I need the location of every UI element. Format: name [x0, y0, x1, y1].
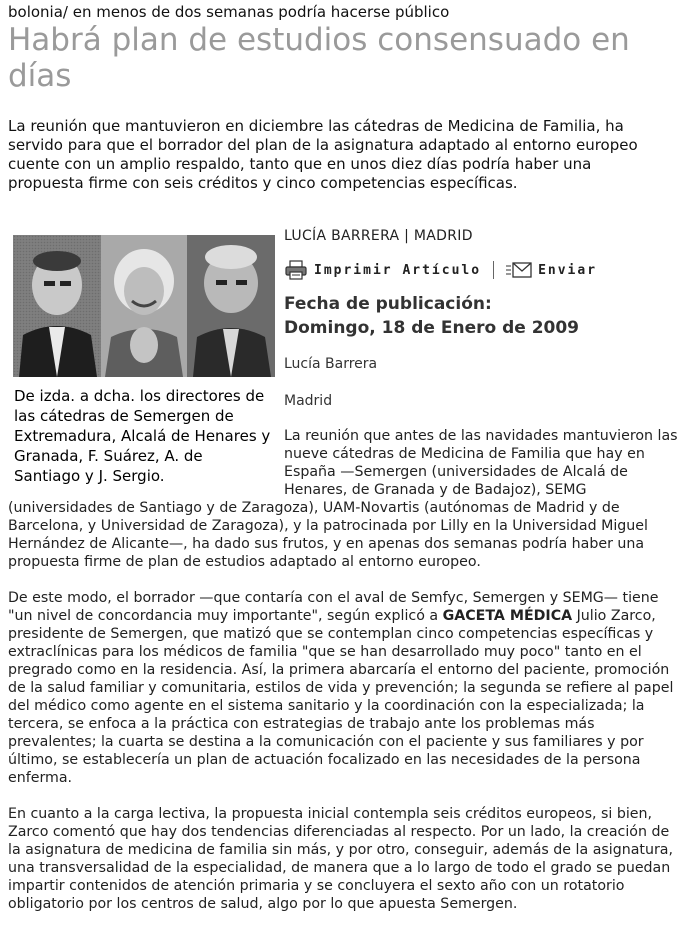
article-author: Lucía Barrera [284, 356, 378, 372]
source-name: GACETA MÉDICA [442, 608, 573, 624]
publication-date-label: Fecha de publicación: [284, 294, 492, 314]
article-headline: Habrá plan de estudios consensuado en días [8, 22, 630, 94]
printer-icon [284, 260, 308, 280]
directors-photo-image [13, 235, 275, 377]
article-photo [13, 235, 275, 377]
article-kicker: bolonia/ en menos de dos semanas podría hacerse público [8, 3, 450, 21]
article-lead: La reunión que mantuvieron en diciembre las cátedras de Medicina de Familia, ha servido para que el borrador del plan de la asignatura adaptado al entorno europeo cuente con un amplio respaldo, tanto que en unos diez días podría haber una propuesta firme con seis créditos y cinco competencias específicas. [8, 117, 638, 192]
article-location: Madrid [284, 393, 333, 409]
article-body [8, 427, 686, 931]
body-paragraph-2-after-source: Julio [572, 608, 607, 624]
print-article-label: Imprimir Artículo [314, 262, 482, 278]
body-paragraph-3: En cuanto a la carga lectiva, la propuesta inicial contempla seis créditos europeos, si bien, Zarco comentó que hay dos tendencias diferenciadas al respecto. Por un lado, la creación de la asignatura de medicina de familia sin más, y por otro, conseguir, además de la asignatura, una transversalidad de la especialidad, de manera que a lo largo de todo el grado se puedan impartir contenidos de atención primaria y se concluyera el sexto año con un rotatorio obligatorio por los centros de salud, algo por lo que apuesta Semergen. [8, 806, 674, 912]
article-tools [284, 258, 597, 282]
tools-divider [493, 261, 494, 279]
print-article-link[interactable] [284, 260, 481, 280]
body-paragraph-1: La reunión que antes de las navidades mantuvieron las nueve cátedras de Medicina de Familia que hay en España —Semergen (universidades de Alcalá de Henares, de Granada y de Badajoz), SEMG (universidades de Santiago y de Zaragoza), UAM-Novartis (autónomas de Madrid y de Barcelona, y Universidad de Zaragoza), y la patrocinada por Lilly en la Universidad Miguel Hernández de Alicante—, ha dado sus frutos, y en apenas dos semanas podría haber una propuesta firme de plan de estudios adaptado al entorno europeo. [8, 428, 678, 570]
photo-caption: De izda. a dcha. los directores de las cátedras de Semergen de Extremadura, Alcalá de Henares y Granada, F. Suárez, A. de Santiago y J. Sergio. [14, 387, 271, 485]
envelope-icon [506, 261, 532, 279]
body-paragraph-2-quote: tiene "un nivel de concordancia muy importante", según explicó a [8, 590, 659, 624]
publication-date [284, 292, 579, 340]
send-article-link[interactable] [506, 261, 597, 279]
caption-wrap-spacer [8, 427, 284, 499]
body-paragraph-2-start: De este modo, el borrador —que contaría con el aval de Semfyc, Semergen y SEMG— [8, 590, 618, 606]
publication-date-value: Domingo, 18 de Enero de 2009 [284, 318, 580, 338]
send-article-label: Enviar [538, 262, 598, 278]
body-paragraph-2 [8, 589, 686, 787]
body-paragraph-2-rest: Zarco, presidente de Semergen, que matizó que se contemplan cinco competencias específicas y extraclínicas para los médicos de familia "que se han desarrollado muy poco" tanto en el pregrado como en la residencia. Así, la primera abarcaría el entorno del paciente, promoción de la salud familiar y comunitaria, estilos de vida y prevención; la segunda se refiere al papel del médico como agente en el sistema sanitario y la coordinación con la especializada; la tercera, se enfoca a la práctica con estrategias de trabajo ante los problemas más prevalentes; la cuarta se destina a la comunicación con el paciente y sus familiares y por último, se establecería un plan de actuación focalizado en las necesidades de la persona enferma. [8, 608, 674, 786]
article-byline: LUCÍA BARRERA | MADRID [284, 228, 473, 244]
